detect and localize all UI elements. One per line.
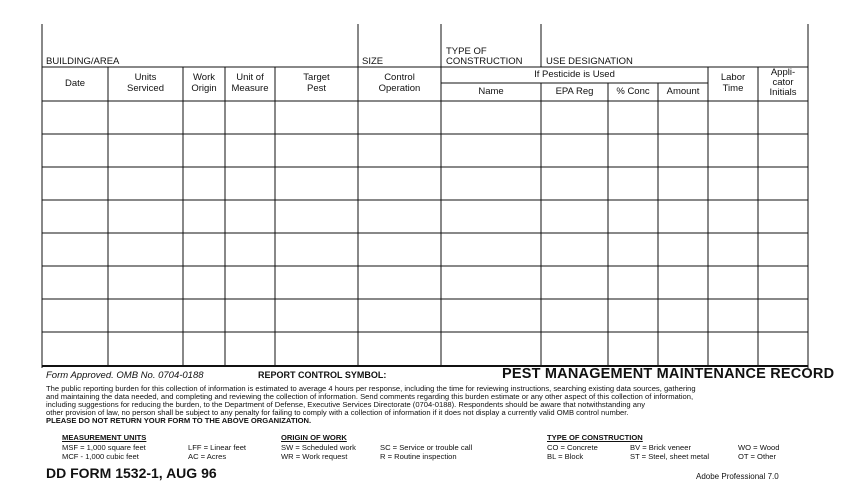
type-of-construction-label-2: CONSTRUCTION: [446, 56, 523, 67]
row-1-pesticide-name-field[interactable]: [442, 102, 540, 133]
sc-legend: SC = Service or trouble call: [380, 443, 473, 452]
row-3-work-origin-field[interactable]: [184, 168, 224, 199]
row-3-epa-reg-field[interactable]: [542, 168, 607, 199]
ot-legend: OT = Other: [738, 452, 777, 461]
row-8-labor-time-field[interactable]: [709, 333, 757, 365]
row-5-amount-field[interactable]: [659, 234, 707, 265]
lff-legend: LFF = Linear feet: [188, 443, 247, 452]
row-2-conc-field[interactable]: [609, 135, 657, 166]
type-of-construction-field[interactable]: [442, 25, 540, 45]
row-4-amount-field[interactable]: [659, 201, 707, 232]
row-7-labor-time-field[interactable]: [709, 300, 757, 331]
row-4-labor-time-field[interactable]: [709, 201, 757, 232]
row-4-control-operation-field[interactable]: [359, 201, 440, 232]
row-2-amount-field[interactable]: [659, 135, 707, 166]
use-designation-field[interactable]: [542, 25, 807, 55]
row-4-applicator-initials-field[interactable]: [759, 201, 807, 232]
row-5-date-field[interactable]: [43, 234, 107, 265]
col-labor-1: Labor: [720, 72, 746, 83]
row-2-epa-reg-field[interactable]: [542, 135, 607, 166]
row-1-units-serviced-field[interactable]: [109, 102, 182, 133]
row-5-unit-of-measure-field[interactable]: [226, 234, 274, 265]
row-1-target-pest-field[interactable]: [276, 102, 357, 133]
burden-line-3: including suggestions for reducing the burden, to the Department of Defense, Executive Services Directorate (0704-0188). Respondents should be aware that notwithstanding any: [46, 400, 645, 409]
row-6-unit-of-measure-field[interactable]: [226, 267, 274, 298]
burden-line-4: other provision of law, no person shall be subject to any penalty for failing to comply with a collection of information if it does not display a currently valid OMB control number.: [46, 408, 629, 417]
row-6-pesticide-name-field[interactable]: [442, 267, 540, 298]
row-8-conc-field[interactable]: [609, 333, 657, 365]
software-credit: Adobe Professional 7.0: [696, 472, 779, 481]
row-6-control-operation-field[interactable]: [359, 267, 440, 298]
row-5-epa-reg-field[interactable]: [542, 234, 607, 265]
row-5-target-pest-field[interactable]: [276, 234, 357, 265]
col-name: Name: [478, 86, 504, 97]
row-2-units-serviced-field[interactable]: [109, 135, 182, 166]
row-8-applicator-initials-field[interactable]: [759, 333, 807, 365]
msf-legend: MSF = 1,000 square feet: [62, 443, 146, 452]
building-area-label: BUILDING/AREA: [46, 56, 120, 67]
burden-line-2: and maintaining the data needed, and completing and reviewing the collection of information. Send comments regarding this burden estimate or any other aspect of this collection of information,: [46, 392, 694, 401]
col-appli-1: Appli-: [770, 67, 796, 78]
row-6-applicator-initials-field[interactable]: [759, 267, 807, 298]
row-3-applicator-initials-field[interactable]: [759, 168, 807, 199]
origin-of-work-heading: ORIGIN OF WORK: [281, 433, 347, 442]
burden-line-1: The public reporting burden for this collection of information is estimated to average 4 hours per response, including the time for reviewing instructions, searching existing data sources, gathering: [46, 384, 696, 393]
col-appli-2: cator: [772, 77, 794, 88]
row-6-epa-reg-field[interactable]: [542, 267, 607, 298]
wo-legend: WO = Wood: [738, 443, 780, 452]
row-8-units-serviced-field[interactable]: [109, 333, 182, 365]
row-6-conc-field[interactable]: [609, 267, 657, 298]
row-3-unit-of-measure-field[interactable]: [226, 168, 274, 199]
row-5-control-operation-field[interactable]: [359, 234, 440, 265]
row-8-control-operation-field[interactable]: [359, 333, 440, 365]
row-5-applicator-initials-field[interactable]: [759, 234, 807, 265]
col-units-1: Units: [134, 72, 157, 83]
row-7-control-operation-field[interactable]: [359, 300, 440, 331]
row-5-work-origin-field[interactable]: [184, 234, 224, 265]
col-target-2: Pest: [306, 83, 326, 94]
row-1-work-origin-field[interactable]: [184, 102, 224, 133]
row-1-applicator-initials-field[interactable]: [759, 102, 807, 133]
row-3-date-field[interactable]: [43, 168, 107, 199]
row-4-target-pest-field[interactable]: [276, 201, 357, 232]
row-2-target-pest-field[interactable]: [276, 135, 357, 166]
row-5-conc-field[interactable]: [609, 234, 657, 265]
report-control-symbol: REPORT CONTROL SYMBOL:: [258, 370, 387, 380]
bl-legend: BL = Block: [547, 452, 584, 461]
col-control-1: Control: [384, 72, 415, 83]
row-6-target-pest-field[interactable]: [276, 267, 357, 298]
row-6-labor-time-field[interactable]: [709, 267, 757, 298]
row-5-pesticide-name-field[interactable]: [442, 234, 540, 265]
row-4-conc-field[interactable]: [609, 201, 657, 232]
row-3-target-pest-field[interactable]: [276, 168, 357, 199]
row-3-control-operation-field[interactable]: [359, 168, 440, 199]
form-approved: Form Approved. OMB No. 0704-0188: [46, 370, 204, 381]
mcf-legend: MCF - 1,000 cubic feet: [62, 452, 139, 461]
row-2-unit-of-measure-field[interactable]: [226, 135, 274, 166]
row-1-control-operation-field[interactable]: [359, 102, 440, 133]
row-3-pesticide-name-field[interactable]: [442, 168, 540, 199]
form-title: PEST MANAGEMENT MAINTENANCE RECORD: [502, 366, 835, 382]
row-7-epa-reg-field[interactable]: [542, 300, 607, 331]
row-1-labor-time-field[interactable]: [709, 102, 757, 133]
row-2-date-field[interactable]: [43, 135, 107, 166]
col-control-2: Operation: [378, 83, 421, 94]
row-7-amount-field[interactable]: [659, 300, 707, 331]
col-appli-3: Initials: [769, 87, 797, 98]
row-3-conc-field[interactable]: [609, 168, 657, 199]
row-6-date-field[interactable]: [43, 267, 107, 298]
col-epa-reg: EPA Reg: [555, 86, 594, 97]
row-7-work-origin-field[interactable]: [184, 300, 224, 331]
row-8-work-origin-field[interactable]: [184, 333, 224, 365]
col-units-2: Serviced: [127, 83, 164, 94]
col-amount: Amount: [666, 86, 700, 97]
row-8-amount-field[interactable]: [659, 333, 707, 365]
row-4-date-field[interactable]: [43, 201, 107, 232]
st-legend: ST = Steel, sheet metal: [630, 452, 710, 461]
row-3-units-serviced-field[interactable]: [109, 168, 182, 199]
row-5-labor-time-field[interactable]: [709, 234, 757, 265]
row-1-epa-reg-field[interactable]: [542, 102, 607, 133]
row-4-work-origin-field[interactable]: [184, 201, 224, 232]
row-4-pesticide-name-field[interactable]: [442, 201, 540, 232]
col-target-1: Target: [303, 72, 330, 83]
row-7-unit-of-measure-field[interactable]: [226, 300, 274, 331]
row-8-unit-of-measure-field[interactable]: [226, 333, 274, 365]
row-7-target-pest-field[interactable]: [276, 300, 357, 331]
row-4-epa-reg-field[interactable]: [542, 201, 607, 232]
row-6-work-origin-field[interactable]: [184, 267, 224, 298]
co-legend: CO = Concrete: [547, 443, 598, 452]
row-8-epa-reg-field[interactable]: [542, 333, 607, 365]
bv-legend: BV = Brick veneer: [630, 443, 691, 452]
sw-legend: SW = Scheduled work: [281, 443, 356, 452]
row-7-date-field[interactable]: [43, 300, 107, 331]
row-7-applicator-initials-field[interactable]: [759, 300, 807, 331]
size-label: SIZE: [362, 56, 384, 67]
row-7-pesticide-name-field[interactable]: [442, 300, 540, 331]
form-number: DD FORM 1532-1, AUG 96: [46, 465, 217, 481]
ac-legend: AC = Acres: [188, 452, 227, 461]
col-if-pesticide: If Pesticide is Used: [534, 69, 615, 80]
do-not-return: PLEASE DO NOT RETURN YOUR FORM TO THE ABOVE ORGANIZATION.: [46, 416, 312, 425]
row-8-target-pest-field[interactable]: [276, 333, 357, 365]
row-8-date-field[interactable]: [43, 333, 107, 365]
col-work-2: Origin: [191, 83, 217, 94]
row-2-control-operation-field[interactable]: [359, 135, 440, 166]
row-1-amount-field[interactable]: [659, 102, 707, 133]
row-6-amount-field[interactable]: [659, 267, 707, 298]
row-3-labor-time-field[interactable]: [709, 168, 757, 199]
size-field[interactable]: [359, 25, 440, 55]
row-4-unit-of-measure-field[interactable]: [226, 201, 274, 232]
r-legend: R = Routine inspection: [380, 452, 457, 461]
col-date: Date: [64, 78, 86, 89]
type-of-construction-label-1: TYPE OF: [446, 46, 487, 57]
row-5-units-serviced-field[interactable]: [109, 234, 182, 265]
row-1-unit-of-measure-field[interactable]: [226, 102, 274, 133]
row-8-pesticide-name-field[interactable]: [442, 333, 540, 365]
measurement-units-heading: MEASUREMENT UNITS: [62, 433, 147, 442]
row-3-amount-field[interactable]: [659, 168, 707, 199]
row-2-pesticide-name-field[interactable]: [442, 135, 540, 166]
row-4-units-serviced-field[interactable]: [109, 201, 182, 232]
col-conc: % Conc: [616, 86, 650, 97]
col-work-1: Work: [193, 72, 215, 83]
row-2-work-origin-field[interactable]: [184, 135, 224, 166]
use-designation-label: USE DESIGNATION: [546, 56, 633, 67]
row-7-conc-field[interactable]: [609, 300, 657, 331]
col-unit-2: Measure: [231, 83, 269, 94]
row-2-applicator-initials-field[interactable]: [759, 135, 807, 166]
row-7-units-serviced-field[interactable]: [109, 300, 182, 331]
wr-legend: WR = Work request: [281, 452, 348, 461]
row-2-labor-time-field[interactable]: [709, 135, 757, 166]
row-6-units-serviced-field[interactable]: [109, 267, 182, 298]
type-of-construction-heading: TYPE OF CONSTRUCTION: [547, 433, 643, 442]
row-1-date-field[interactable]: [43, 102, 107, 133]
building-area-field[interactable]: [43, 25, 357, 55]
row-1-conc-field[interactable]: [609, 102, 657, 133]
col-unit-1: Unit of: [236, 72, 264, 83]
col-labor-2: Time: [722, 83, 744, 94]
